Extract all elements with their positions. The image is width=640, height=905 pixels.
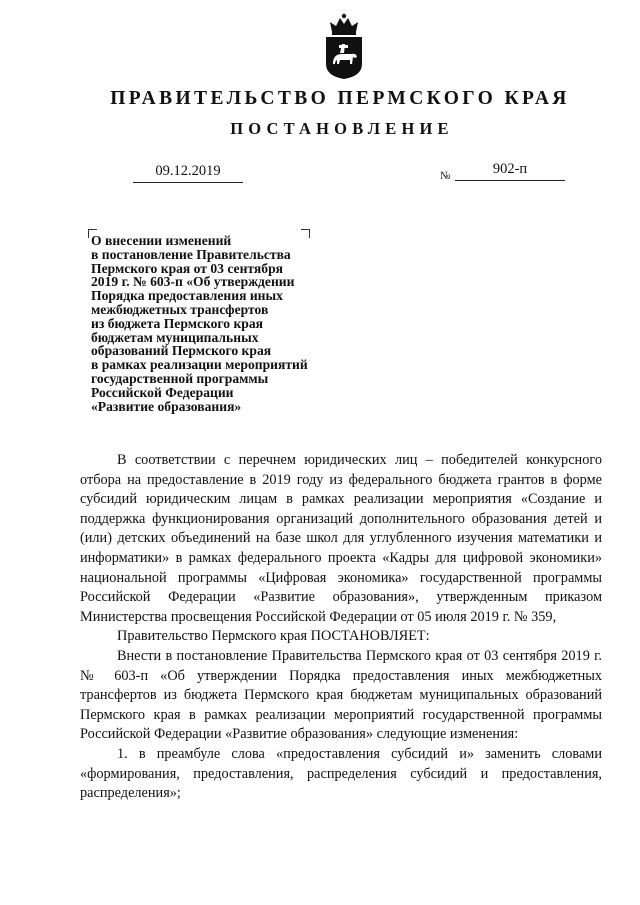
heading-line: из бюджета Пермского края [91, 315, 264, 331]
heading-line: в рамках реализации мероприятий [91, 357, 308, 373]
heading-line: в постановление Правительства [91, 246, 291, 262]
heading-line: Пермского края от 03 сентября [91, 260, 283, 276]
paragraph-preamble: В соответствии с перечнем юридических лиц – победителей конкурсного отбора на предоставление в 2019 году из федерального бюджета грантов в форме субсидий юридическим лицам в рамках реализации мероприятия «Создание и поддержка функционирования организаций дополнительного образования детей и (или) детских объединений на базе школ для углубленного изучения математики и информатики» в рамках федерального проекта «Кадры для цифровой экономики» национальной программы «Цифровая экономика» государственной программы Российской Федерации «Развитие образования», утвержденным приказом Министерства просвещения Российской Федерации от 05 июля 2019 г. № 359, [80, 452, 602, 625]
heading-line: Порядка предоставления иных [91, 288, 283, 304]
paragraph-amendment-intro: Внести в постановление Правительства Пермского края от 03 сентября 2019 г. № 603-п «Об утверждении Порядка предоставления иных межбюджетных трансфертов из бюджета Пермского края бюджетам муниципальных образований Пермского края в рамках реализации мероприятий государственной программы Российской Федерации «Развитие образования» следующие изменения: [80, 647, 602, 743]
number-sign: № [440, 170, 451, 182]
document-body [80, 451, 602, 804]
document-heading [91, 234, 351, 413]
heading-line: образований Пермского края [91, 343, 272, 359]
paragraph-item-1: 1. в преамбуле слова «предоставления субсидий и» заменить словами «формирования, предоставления, распределения субсидий и предоставления, распределения»; [80, 745, 602, 802]
heading-line: Российской Федерации [91, 384, 234, 400]
document-number: 902-п [455, 161, 565, 181]
paragraph-resolves: Правительство Пермского края ПОСТАНОВЛЯЕТ: [117, 628, 430, 645]
document-type: ПОСТАНОВЛЕНИЕ [230, 119, 454, 138]
heading-line: межбюджетных трансфертов [91, 301, 269, 317]
heading-line: государственной программы [91, 370, 269, 386]
perm-krai-coat-of-arms [322, 10, 366, 80]
heading-line: «Развитие образования» [91, 398, 242, 414]
heading-line: О внесении изменений [91, 233, 232, 248]
heading-line: бюджетам муниципальных [91, 329, 259, 345]
heading-line: 2019 г. № 603-п «Об утверждении [91, 274, 295, 290]
document-date: 09.12.2019 [133, 163, 243, 183]
government-title: ПРАВИТЕЛЬСТВО ПЕРМСКОГО КРАЯ [110, 88, 570, 109]
